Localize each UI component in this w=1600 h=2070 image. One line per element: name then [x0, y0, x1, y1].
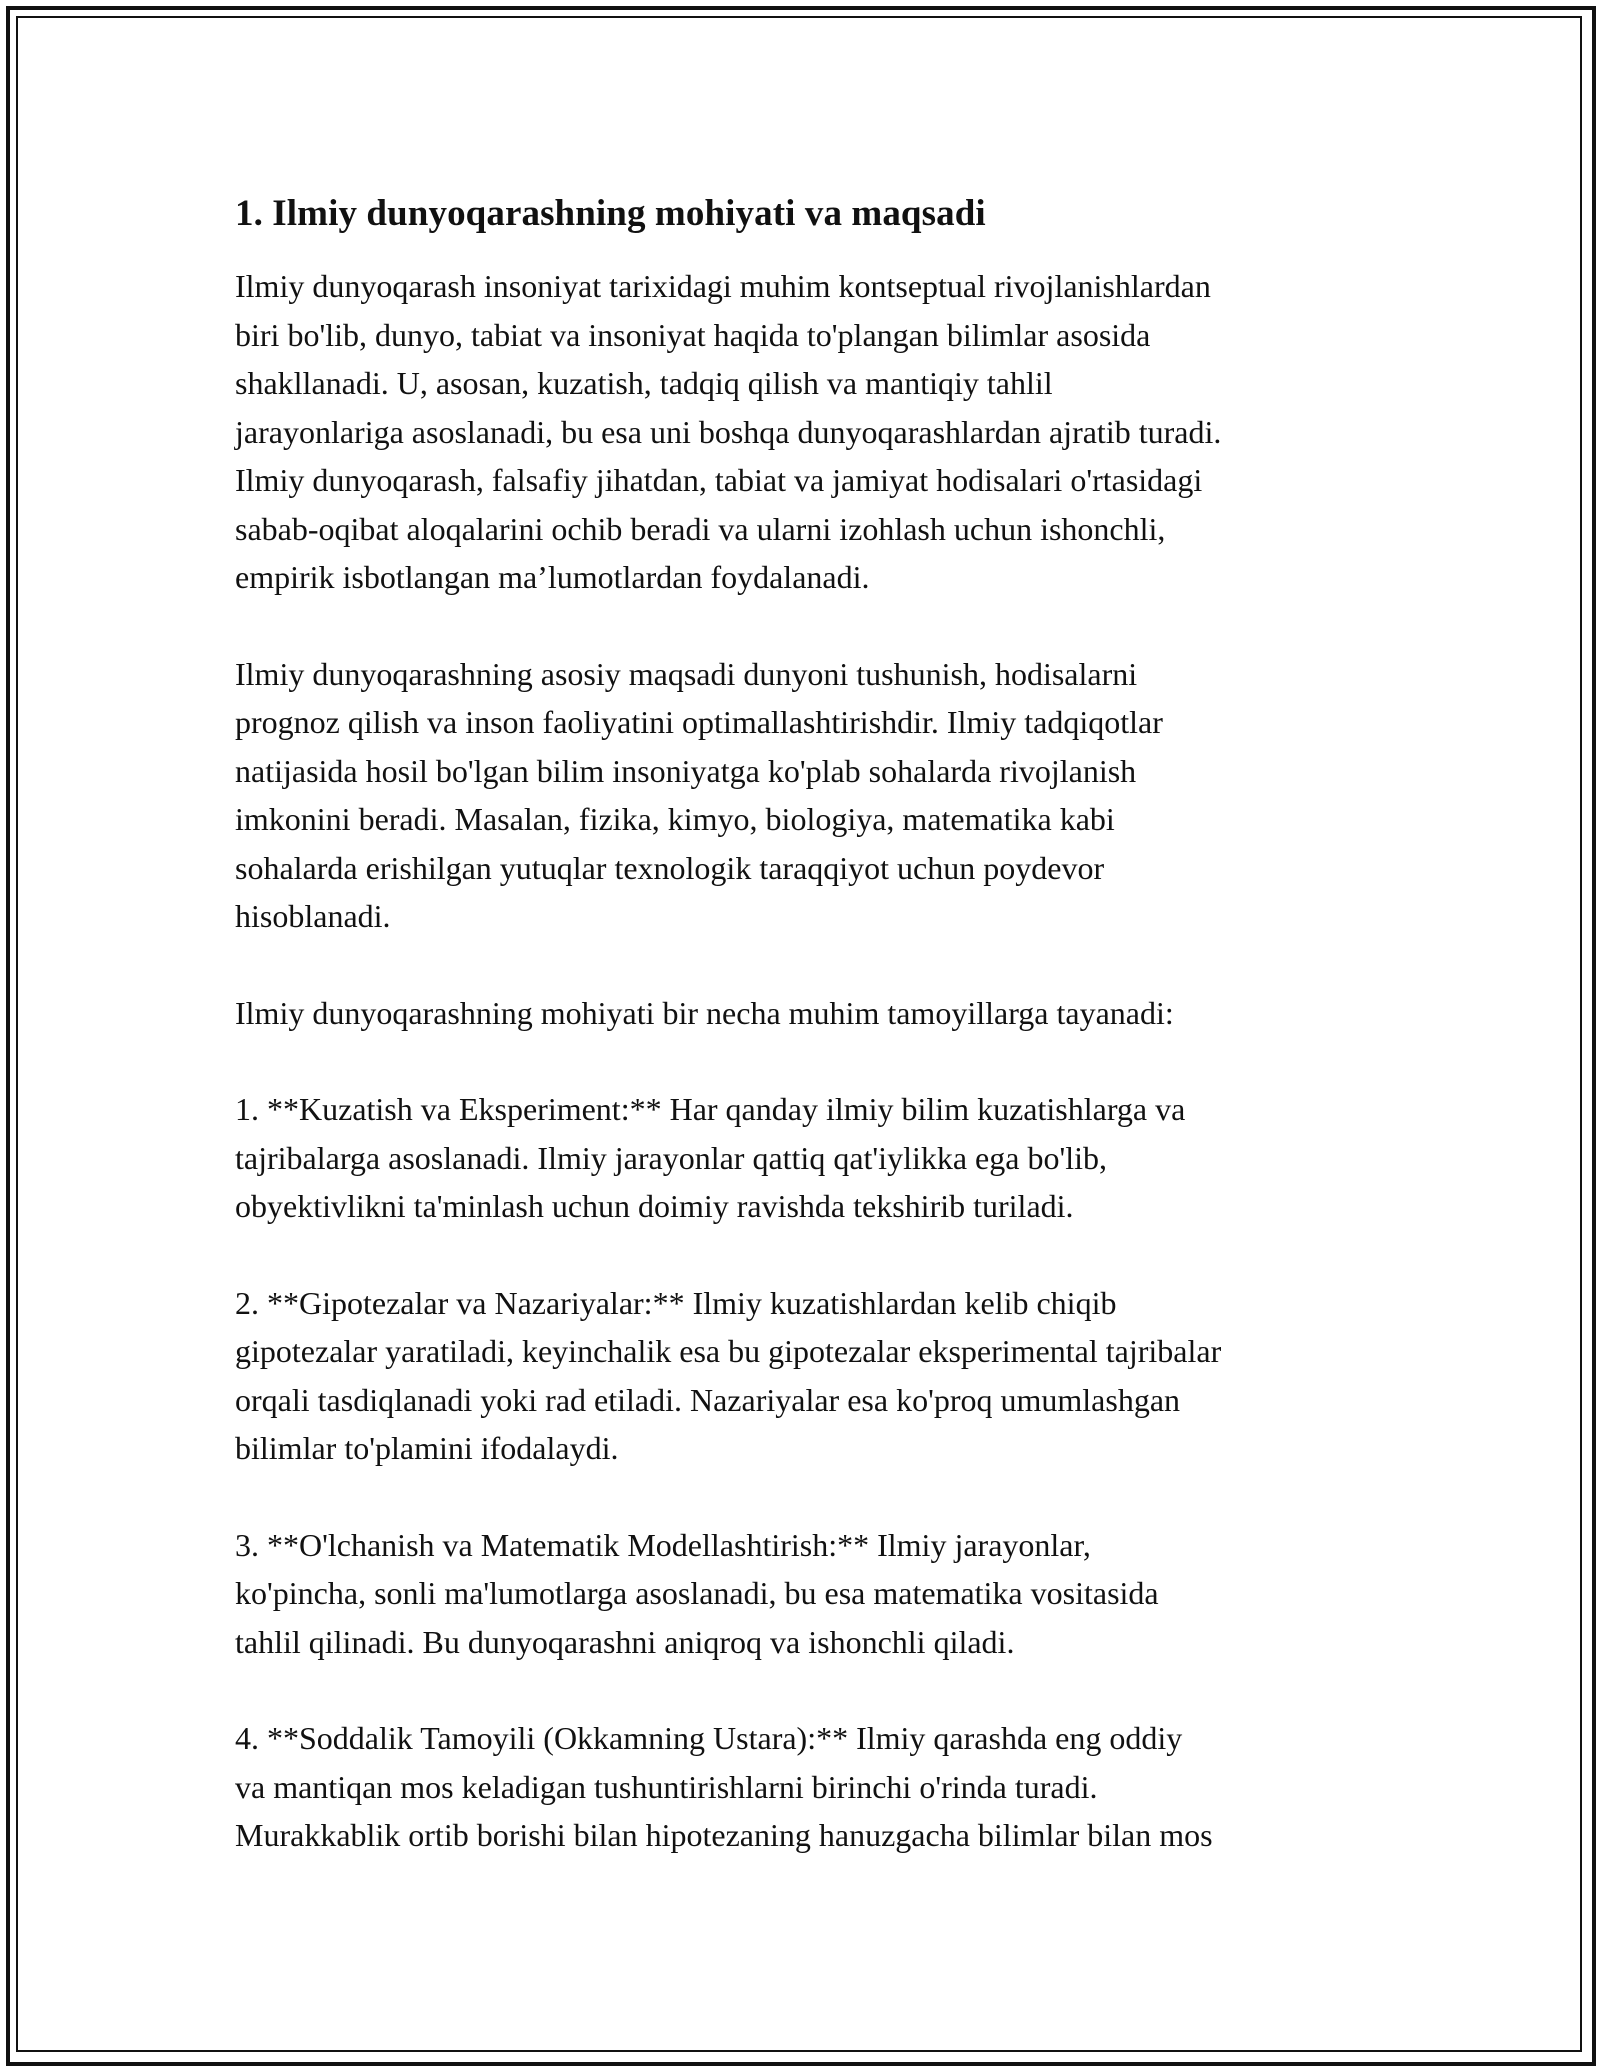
list-item-2: [235, 1279, 1395, 1473]
paragraph-intro: [235, 262, 1395, 602]
text-line: Ilmiy dunyoqarashning mohiyati bir necha muhim tamoyillarga tayanadi:: [235, 994, 1174, 1031]
text-line: bilimlar to'plamini ifodalaydi.: [235, 1430, 619, 1466]
text-line: Ilmiy dunyoqarashning asosiy maqsadi dunyoni tushunish, hodisalarni: [235, 655, 1138, 692]
text-line: Murakkablik ortib borishi bilan hipotezaning hanuzgacha bilimlar bilan mos: [235, 1817, 1213, 1853]
list-item-1: [235, 1085, 1395, 1231]
text-line: shakllanadi. U, asosan, kuzatish, tadqiq qilish va mantiqiy tahlil: [235, 365, 1053, 401]
text-line: ko'pincha, sonli ma'lumotlarga asoslanadi, bu esa matematika vositasida: [235, 1575, 1159, 1611]
text-line: 4. **Soddalik Tamoyili (Okkamning Ustara):** Ilmiy qarashda eng oddiy: [235, 1720, 1183, 1756]
paragraph-principles-intro: [235, 989, 1395, 1038]
text-line: sabab-oqibat aloqalarini ochib beradi va ularni izohlash uchun ishonchli,: [235, 510, 1166, 547]
text-line: jarayonlariga asoslanadi, bu esa uni boshqa dunyoqarashlardan ajratib turadi.: [235, 413, 1222, 450]
paragraph-goal: [235, 650, 1395, 941]
text-line: orqali tasdiqlanadi yoki rad etiladi. Nazariyalar esa ko'proq umumlashgan: [235, 1381, 1181, 1418]
document-page: [235, 186, 1395, 1908]
text-line: 3. **O'lchanish va Matematik Modellashtirish:** Ilmiy jarayonlar,: [235, 1526, 1091, 1563]
text-line: biri bo'lib, dunyo, tabiat va insoniyat haqida to'plangan bilimlar asosida: [235, 316, 1151, 353]
text-line: 1. **Kuzatish va Eksperiment:** Har qanday ilmiy bilim kuzatishlarga va: [235, 1091, 1186, 1127]
text-line: 2. **Gipotezalar va Nazariyalar:** Ilmiy kuzatishlardan kelib chiqib: [235, 1284, 1117, 1321]
text-line: empirik isbotlangan ma’lumotlardan foydalanadi.: [235, 559, 870, 595]
text-line: hisoblanadi.: [235, 898, 391, 934]
text-line: sohalarda erishilgan yutuqlar texnologik taraqqiyot uchun poydevor: [235, 849, 1105, 886]
list-item-4: [235, 1714, 1395, 1860]
text-line: va mantiqan mos keladigan tushuntirishlarni birinchi o'rinda turadi.: [235, 1768, 1098, 1805]
text-line: prognoz qilish va inson faoliyatini optimallashtirishdir. Ilmiy tadqiqotlar: [235, 704, 1163, 740]
text-line: Ilmiy dunyoqarash, falsafiy jihatdan, tabiat va jamiyat hodisalari o'rtasidagi: [235, 462, 1203, 498]
section-heading: 1. Ilmiy dunyoqarashning mohiyati va maqsadi: [235, 193, 986, 234]
text-line: tahlil qilinadi. Bu dunyoqarashni aniqroq va ishonchli qiladi.: [235, 1623, 1015, 1660]
list-item-3: [235, 1521, 1395, 1667]
text-line: imkonini beradi. Masalan, fizika, kimyo, biologiya, matematika kabi: [235, 801, 1115, 837]
text-line: gipotezalar yaratiladi, keyinchalik esa bu gipotezalar eksperimental tajribalar: [235, 1333, 1222, 1369]
text-line: obyektivlikni ta'minlash uchun doimiy ravishda tekshirib turiladi.: [235, 1188, 1074, 1224]
text-line: tajribalarga asoslanadi. Ilmiy jarayonlar qattiq qat'iylikka ega bo'lib,: [235, 1139, 1107, 1176]
text-line: natijasida hosil bo'lgan bilim insoniyatga ko'plab sohalarda rivojlanish: [235, 752, 1137, 789]
text-line: Ilmiy dunyoqarash insoniyat tarixidagi muhim kontseptual rivojlanishlardan: [235, 268, 1211, 304]
